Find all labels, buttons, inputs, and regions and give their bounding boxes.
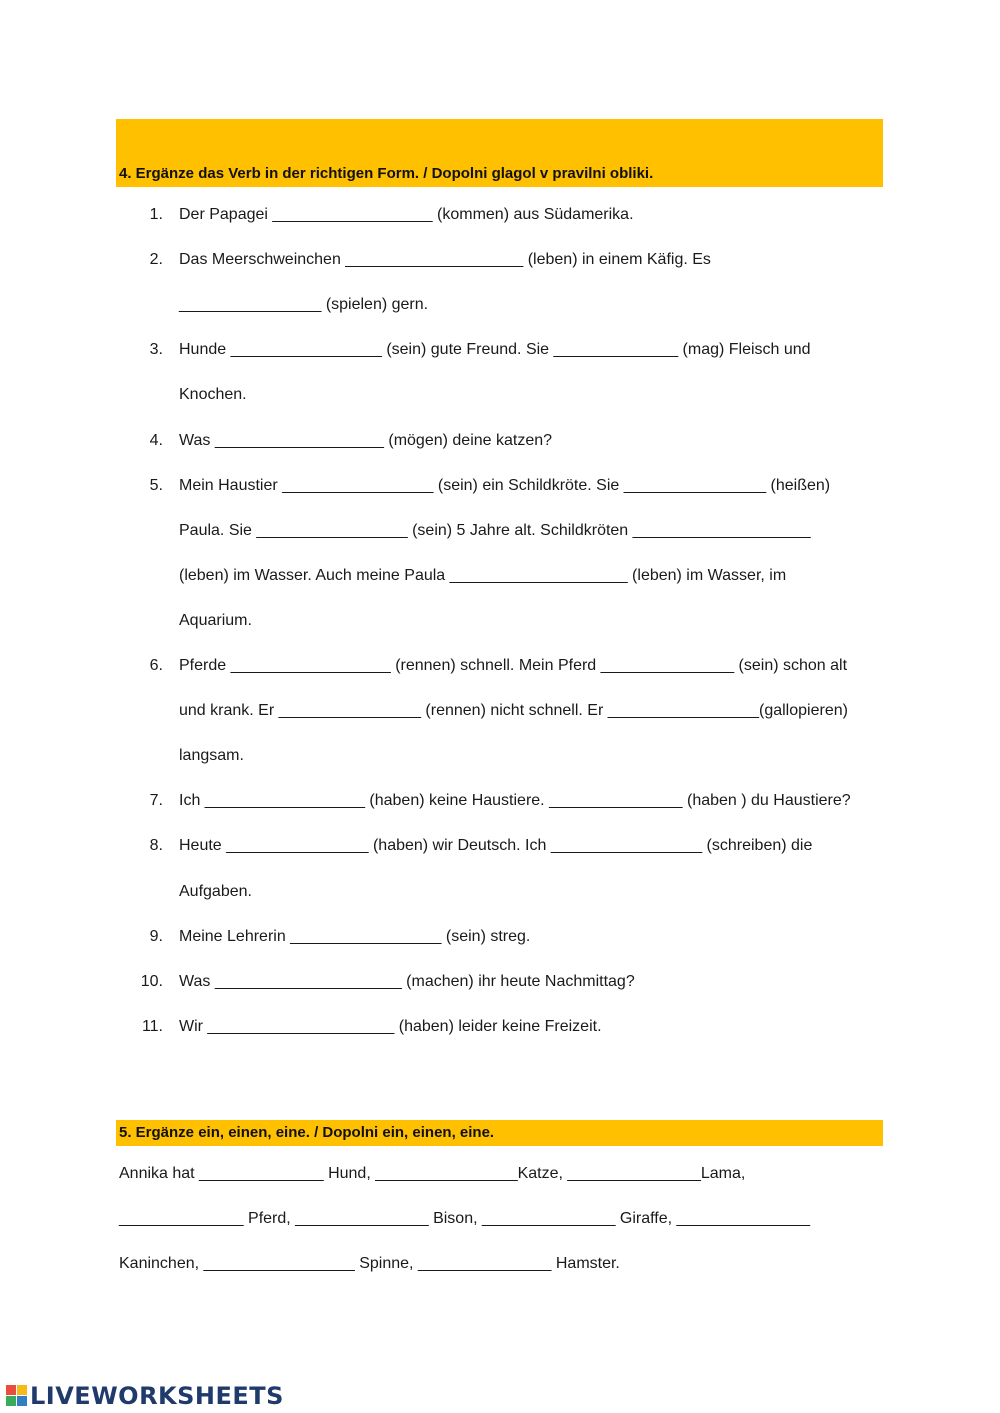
item-text-line: Was ___________________ (mögen) deine katzen? bbox=[179, 431, 553, 449]
item-number: 4. bbox=[149, 431, 163, 449]
liveworksheets-logo[interactable] bbox=[6, 1382, 284, 1410]
exercise-5-line: Annika hat ______________ Hund, ________________Katze, _______________Lama, bbox=[119, 1165, 746, 1182]
item-number: 5. bbox=[149, 476, 163, 494]
item-number: 9. bbox=[149, 927, 163, 945]
item-text-line: Knochen. bbox=[179, 386, 247, 404]
item-text-line: (leben) im Wasser. Auch meine Paula ____________________ (leben) im Wasser, im bbox=[179, 566, 787, 584]
item-number: 11. bbox=[141, 1017, 163, 1035]
item-text-line: Mein Haustier _________________ (sein) ein Schildkröte. Sie ________________ (heißen) bbox=[179, 476, 831, 494]
item-text-line: und krank. Er ________________ (rennen) nicht schnell. Er _________________(gallopieren) bbox=[179, 702, 848, 720]
item-number: 7. bbox=[149, 792, 163, 810]
item-text-line: Aquarium. bbox=[179, 611, 252, 629]
item-text-line: Ich __________________ (haben) keine Haustiere. _______________ (haben ) du Haustiere? bbox=[179, 792, 851, 810]
item-number: 8. bbox=[149, 837, 163, 855]
liveworksheets-logo-icon bbox=[6, 1385, 28, 1407]
item-text-line: ________________ (spielen) gern. bbox=[179, 296, 429, 314]
item-number: 1. bbox=[149, 206, 163, 223]
item-text-line: Das Meerschweinchen ____________________ (leben) in einem Käfig. Es bbox=[179, 251, 711, 269]
item-text-line: Meine Lehrerin _________________ (sein) streg. bbox=[179, 927, 531, 945]
section-5-title: 5. Ergänze ein, einen, eine. / Dopolni ein, einen, eine. bbox=[119, 1124, 495, 1141]
item-number: 10. bbox=[140, 972, 163, 990]
item-text-line: Paula. Sie _________________ (sein) 5 Jahre alt. Schildkröten ____________________ bbox=[179, 521, 811, 539]
section-4-title: 4. Ergänze das Verb in der richtigen Form. / Dopolni glagol v pravilni obliki. bbox=[119, 165, 654, 182]
item-text-line: Der Papagei __________________ (kommen) aus Südamerika. bbox=[179, 206, 634, 223]
item-text-line: Heute ________________ (haben) wir Deutsch. Ich _________________ (schreiben) die bbox=[179, 837, 813, 855]
item-text-line: Hunde _________________ (sein) gute Freund. Sie ______________ (mag) Fleisch und bbox=[179, 341, 811, 359]
section-4-header bbox=[116, 119, 883, 187]
item-text-line: langsam. bbox=[179, 747, 244, 765]
item-number: 3. bbox=[149, 341, 163, 359]
item-text-line: Pferde __________________ (rennen) schnell. Mein Pferd _______________ (sein) schon alt bbox=[179, 657, 848, 674]
section-5-header bbox=[116, 1120, 883, 1146]
item-text-line: Was _____________________ (machen) ihr heute Nachmittag? bbox=[179, 972, 635, 990]
item-number: 2. bbox=[149, 251, 163, 269]
exercise-5-line: ______________ Pferd, _______________ Bison, _______________ Giraffe, _______________ bbox=[119, 1210, 811, 1227]
item-number: 6. bbox=[149, 657, 163, 674]
liveworksheets-logo-text: LIVEWORKSHEETS bbox=[30, 1382, 284, 1410]
exercise-5-line: Kaninchen, _________________ Spinne, _______________ Hamster. bbox=[119, 1255, 620, 1272]
item-text-line: Aufgaben. bbox=[179, 882, 252, 900]
item-text-line: Wir _____________________ (haben) leider keine Freizeit. bbox=[179, 1017, 602, 1035]
